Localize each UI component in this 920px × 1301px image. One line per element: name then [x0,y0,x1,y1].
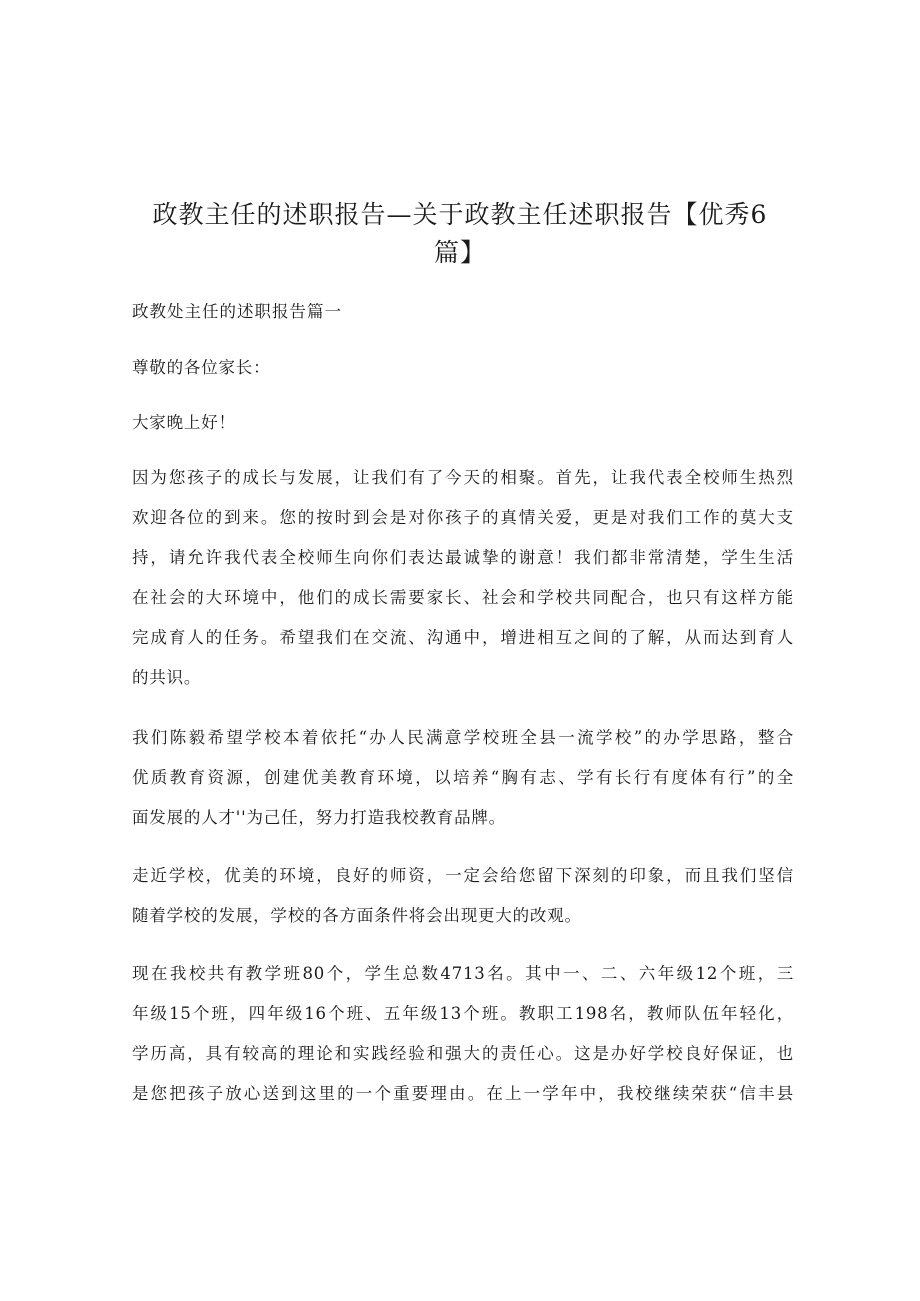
paragraph-line: 因为您孩子的成长与发展，让我们有了今天的相聚。首先，让我代表全校师生热烈 [132,468,794,487]
section-heading: 政教处主任的述职报告篇一 [132,302,342,321]
paragraph-line: 随着学校的发展，学校的各方面条件将会出现更大的改观。 [132,906,582,925]
paragraph-line: 走近学校，优美的环境，良好的师资，一定会给您留下深刻的印象，而且我们坚信 [132,866,794,885]
paragraph-line: 优质教育资源，创建优美教育环境，以培养“胸有志、学有长行有度体有行”的全 [132,768,794,787]
paragraph-line: 面发展的人才''为己任，努力打造我校教育品牌。 [132,808,506,827]
greeting: 大家晚上好！ [132,413,236,432]
paragraph-line: 完成育人的任务。希望我们在交流、沟通中，增进相互之间的了解，从而达到育人 [132,628,794,647]
paragraph-line: 现在我校共有教学班80个，学生总数4713名。其中一、二、六年级12个班，三 [132,964,794,983]
paragraph-line: 学历高，具有较高的理论和实践经验和强大的责任心。这是办好学校良好保证，也 [132,1044,794,1063]
salutation: 尊敬的各位家长： [132,358,271,377]
paragraph-line: 我们陈毅希望学校本着依托“办人民满意学校班全县一流学校”的办学思路，整合 [132,728,794,747]
paragraph-line: 持，请允许我代表全校师生向你们表达最诚挚的谢意！我们都非常清楚，学生生活 [132,548,794,567]
document-title-line-2: 篇】 [433,238,486,267]
document-title [120,196,800,272]
paragraph-line: 在社会的大环境中，他们的成长需要家长、社会和学校共同配合，也只有这样方能 [132,588,794,607]
paragraph-line: 年级15个班，四年级16个班、五年级13个班。教职工198名，教师队伍年轻化， [132,1004,794,1023]
paragraph-line: 欢迎各位的到来。您的按时到会是对你孩子的真情关爱，更是对我们工作的莫大支 [132,508,794,527]
document-title-line-1: 政教主任的述职报告—关于政教主任述职报告【优秀6 [152,200,768,229]
paragraph-line: 是您把孩子放心送到这里的一个重要理由。在上一学年中，我校继续荣获“信丰县 [132,1084,794,1103]
paragraph-line: 的共识。 [132,668,202,687]
